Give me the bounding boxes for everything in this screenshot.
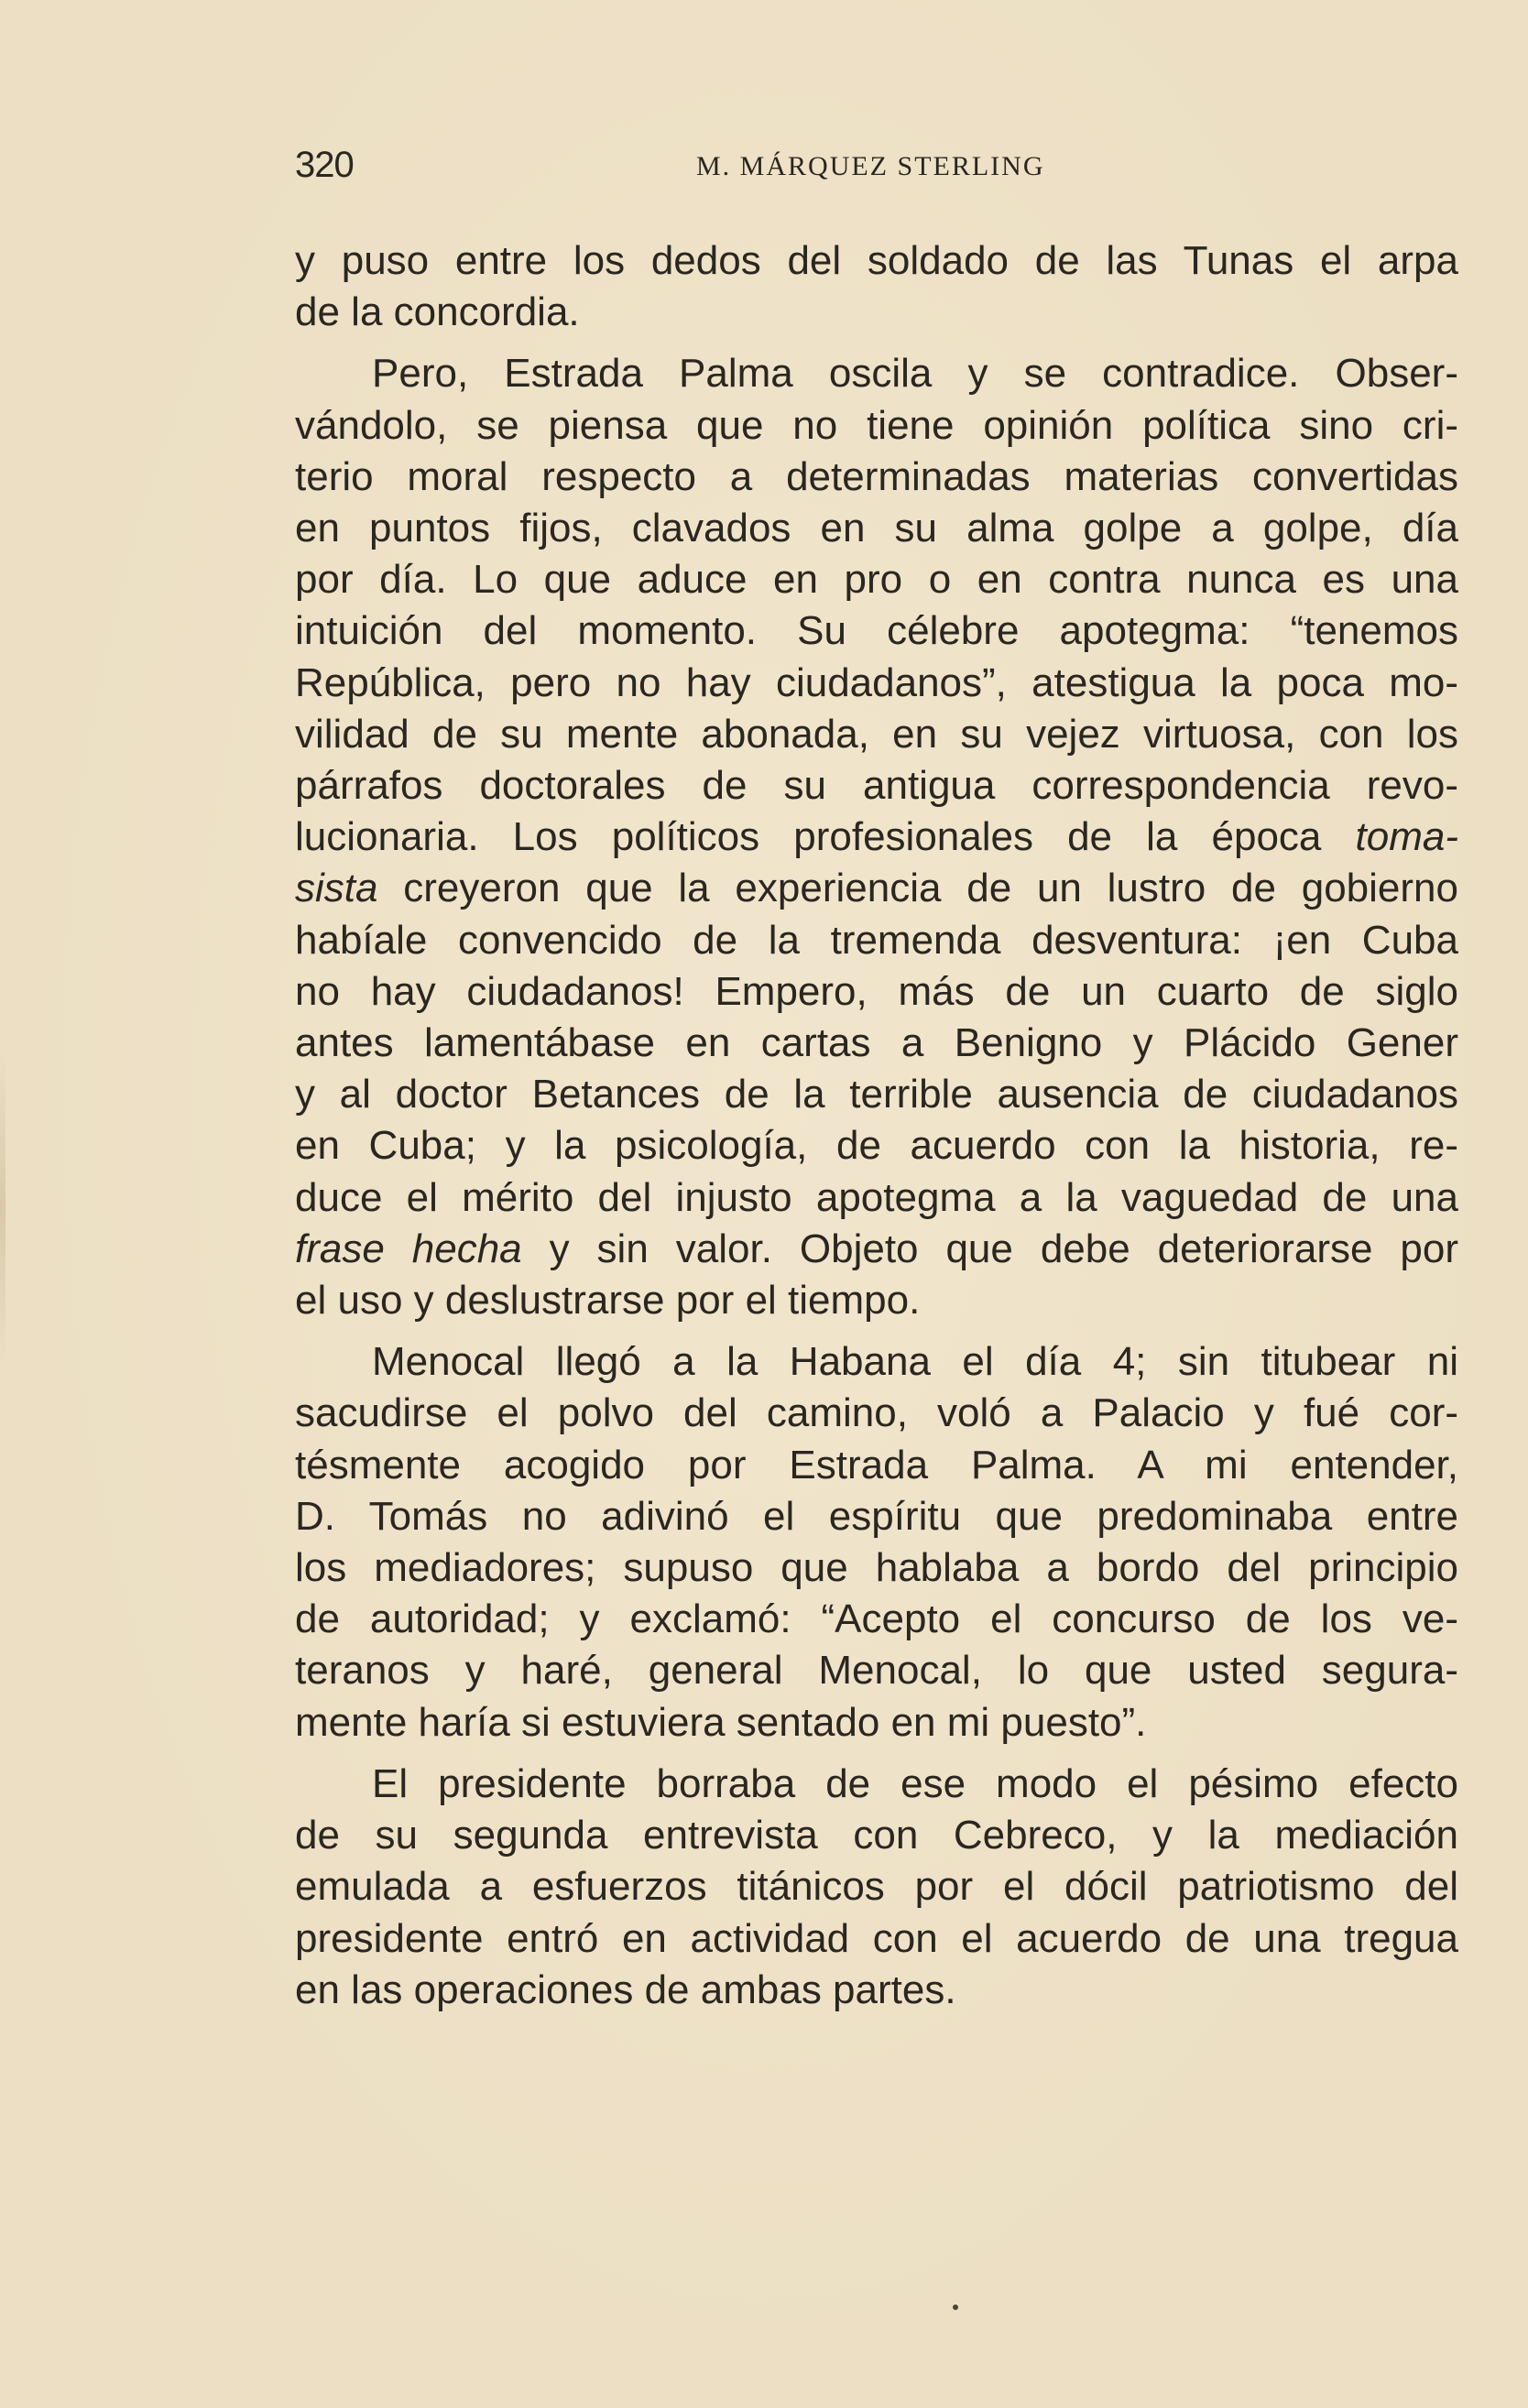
text-line: emulada a esfuerzos titánicos por el dócil patriotismo del	[295, 1864, 1458, 1910]
text-line: presidente entró en actividad con el acuerdo de una tregua	[295, 1915, 1458, 1961]
text-line: el uso y deslustrarse por el tiempo.	[295, 1278, 921, 1324]
text-line: los mediadores; supuso que hablaba a bordo del principio	[295, 1545, 1458, 1591]
paragraph-2	[295, 348, 1458, 1326]
text-line: intuición del momento. Su célebre apotegma: “tenemos	[295, 608, 1458, 654]
paragraph-1	[295, 235, 1458, 338]
page-edge-stain	[0, 1053, 5, 1365]
page-number: 320	[295, 145, 354, 185]
text-fragment: creyeron que la experiencia de un lustro de gobierno	[403, 866, 1458, 911]
text-line: duce el mérito del injusto apotegma a la vaguedad de una	[295, 1174, 1458, 1220]
text-line-with-italic	[295, 863, 1458, 914]
text-line: en puntos fijos, clavados en su alma golpe a golpe, día	[295, 506, 1458, 551]
italic-fragment: frase hecha	[295, 1226, 522, 1271]
page-header	[295, 137, 1458, 192]
body-text	[295, 235, 1458, 2016]
text-line: mente haría si estuviera sentado en mi puesto”.	[295, 1699, 1147, 1745]
text-line: y al doctor Betances de la terrible ausencia de ciudadanos	[295, 1072, 1458, 1117]
text-line-with-italic	[295, 812, 1458, 863]
text-fragment: lucionaria. Los políticos profesionales de la época	[295, 814, 1322, 860]
text-line: El presidente borraba de ese modo el pésimo efecto	[372, 1760, 1458, 1806]
text-line: de la concordia.	[295, 289, 580, 335]
text-line: terio moral respecto a determinadas materias convertidas	[295, 453, 1458, 499]
text-line: en Cuba; y la psicología, de acuerdo con la historia, re-	[295, 1123, 1458, 1169]
text-line: de su segunda entrevista con Cebreco, y la mediación	[295, 1813, 1458, 1858]
text-line: no hay ciudadanos! Empero, más de un cuarto de siglo	[295, 968, 1458, 1014]
ink-speck	[953, 2304, 958, 2310]
text-line: antes lamentábase en cartas a Benigno y Plácido Gener	[295, 1020, 1458, 1066]
text-line: sacudirse el polvo del camino, voló a Palacio y fué cor-	[295, 1390, 1458, 1436]
text-fragment: y sin valor. Objeto que debe deteriorarse por	[549, 1226, 1458, 1271]
italic-fragment: sista	[295, 866, 378, 911]
text-line-with-italic	[295, 1224, 1458, 1275]
text-line: República, pero no hay ciudadanos”, atestigua la poca mo-	[295, 659, 1458, 705]
text-line: por día. Lo que aduce en pro o en contra nunca es una	[295, 557, 1458, 603]
text-line: tésmente acogido por Estrada Palma. A mi entender,	[295, 1442, 1458, 1487]
text-line: Menocal llegó a la Habana el día 4; sin titubear ni	[372, 1339, 1458, 1385]
text-line: habíale convencido de la tremenda desventura: ¡en Cuba	[295, 917, 1458, 963]
text-line: vilidad de su mente abonada, en su vejez virtuosa, con los	[295, 711, 1458, 757]
paragraph-3	[295, 1336, 1458, 1749]
text-line: teranos y haré, general Menocal, lo que usted segura-	[295, 1648, 1458, 1694]
text-line: en las operaciones de ambas partes.	[295, 1967, 956, 2012]
text-line: de autoridad; y exclamó: “Acepto el concurso de los ve-	[295, 1596, 1458, 1642]
text-line: Pero, Estrada Palma oscila y se contradice. Obser-	[372, 351, 1458, 397]
text-line: y puso entre los dedos del soldado de las Tunas el arpa	[295, 238, 1458, 283]
italic-fragment: toma-	[1355, 814, 1458, 860]
text-line: vándolo, se piensa que no tiene opinión política sino cri-	[295, 402, 1458, 448]
text-line: D. Tomás no adivinó el espíritu que predominaba entre	[295, 1493, 1458, 1539]
running-head: M. MÁRQUEZ STERLING	[696, 151, 1045, 181]
text-line: párrafos doctorales de su antigua correspondencia revo-	[295, 763, 1458, 809]
paragraph-4	[295, 1759, 1458, 2016]
